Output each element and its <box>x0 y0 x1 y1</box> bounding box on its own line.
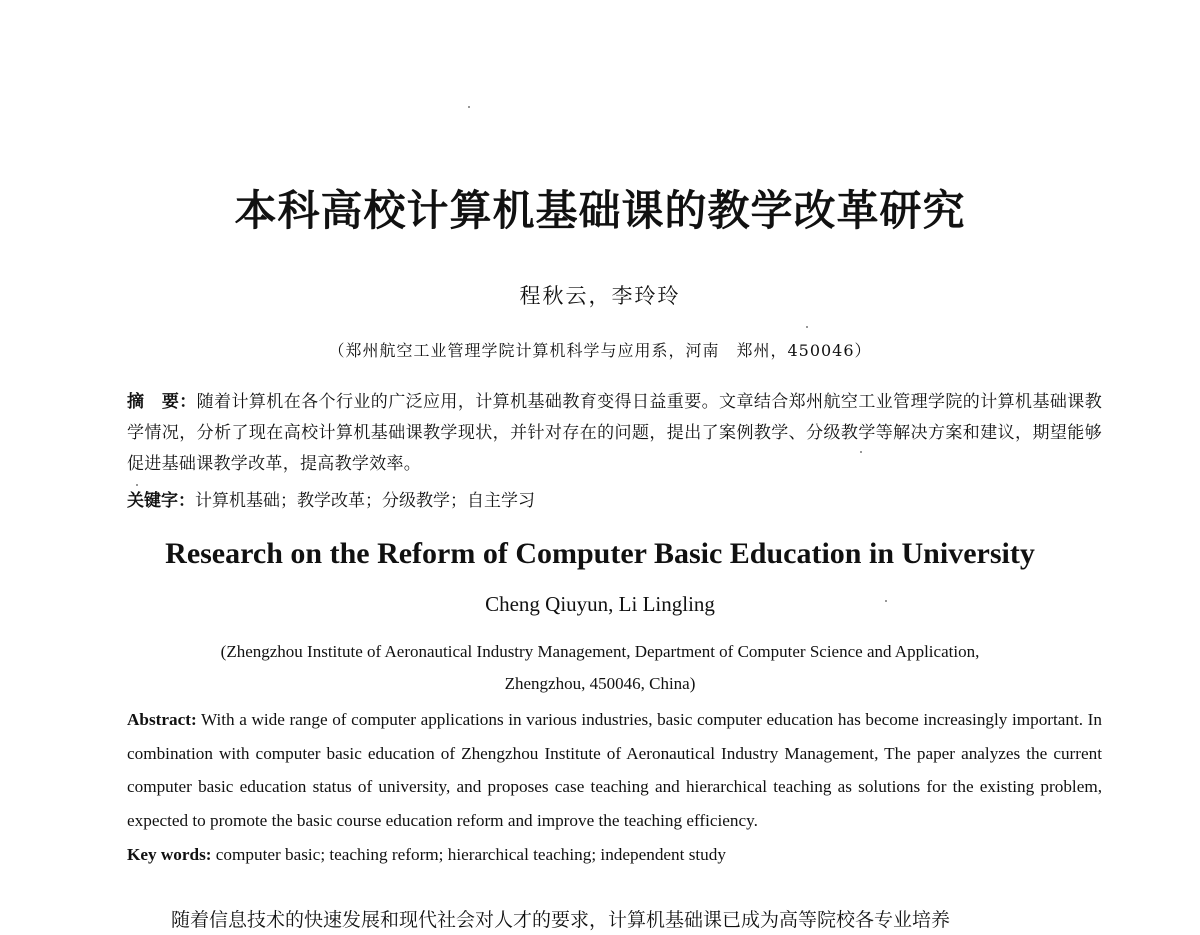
english-keywords <box>127 838 1102 871</box>
body-first-line: 随着信息技术的快速发展和现代社会对人才的要求，计算机基础课已成为高等院校各专业培养 <box>171 909 951 931</box>
scan-speck <box>136 484 138 486</box>
chinese-affiliation: （郑州航空工业管理学院计算机科学与应用系，河南 郑州，450046） <box>328 341 872 360</box>
english-affiliation <box>0 636 1200 700</box>
english-abstract <box>127 703 1102 837</box>
chinese-abstract <box>127 387 1102 480</box>
english-keywords-text: computer basic; teaching reform; hierarchical teaching; independent study <box>215 845 726 864</box>
chinese-abstract-text: 随着计算机在各个行业的广泛应用，计算机基础教育变得日益重要。文章结合郑州航空工业管理学院的计算机基础课教学情况，分析了现在高校计算机基础课教学现状，并针对存在的问题，提出了案例教学、分级教学等解决方案和建议，期望能够促进基础课教学改革，提高教学效率。 <box>127 392 1102 474</box>
scan-speck <box>806 326 808 328</box>
chinese-keywords <box>127 486 1102 517</box>
scan-speck <box>468 106 470 108</box>
chinese-title: 本科高校计算机基础课的教学改革研究 <box>234 186 966 235</box>
scan-speck <box>860 451 862 453</box>
english-abstract-label: Abstract: <box>127 710 197 729</box>
chinese-abstract-label: 摘 要： <box>127 392 197 412</box>
scan-speck <box>885 600 887 602</box>
chinese-authors: 程秋云，李玲玲 <box>519 284 681 308</box>
english-affiliation-line-1: (Zhengzhou Institute of Aeronautical Industry Management, Department of Computer Science and Application, <box>220 642 980 661</box>
english-affiliation-line-2: Zhengzhou, 450046, China) <box>504 674 696 693</box>
english-title: Research on the Reform of Computer Basic Education in University <box>165 537 1035 570</box>
chinese-keywords-text: 计算机基础；教学改革；分级教学；自主学习 <box>195 491 535 511</box>
english-abstract-text: With a wide range of computer applications in various industries, basic computer education has become increasingly important. In combination with computer basic education of Zhengzhou Institute of Aeronautical Industry Management, The paper analyzes the current computer basic education status of university, and proposes case teaching and hierarchical teaching as solutions for the existing problem, expected to promote the basic course education reform and improve the teaching efficiency. <box>127 710 1102 830</box>
english-keywords-label: Key words: <box>127 845 212 864</box>
chinese-keywords-label: 关键字： <box>127 491 195 511</box>
english-authors: Cheng Qiuyun, Li Lingling <box>485 592 715 616</box>
